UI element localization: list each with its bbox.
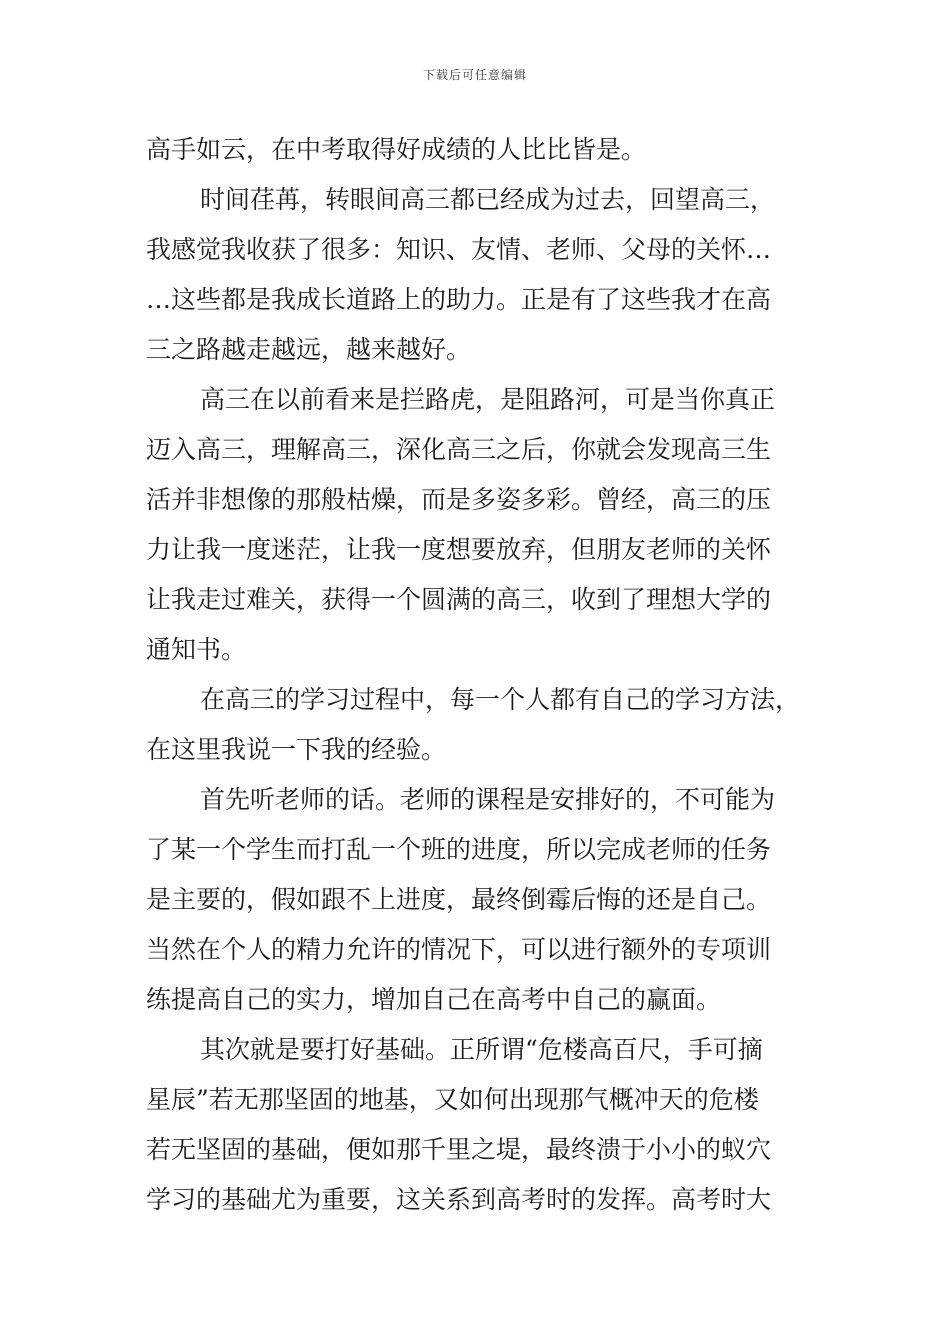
text-line: 星辰”若无那坚固的地基，又如何出现那气概冲天的危楼	[146, 1085, 759, 1114]
text-line: 是主要的，假如跟不上进度，最终倒霉后悔的还是自己。	[146, 885, 772, 914]
page-header: 下载后可任意编辑	[422, 68, 527, 82]
text-line: 在这里我说一下我的经验。	[146, 735, 447, 764]
text-line: 了某一个学生而打乱一个班的进度，所以完成老师的任务	[146, 835, 772, 864]
text-line: 通知书。	[146, 635, 247, 664]
text-line: 时间荏苒，转眼间高三都已经成为过去，回望高三，	[200, 185, 776, 214]
text-line: 练提高自己的实力，增加自己在高考中自己的赢面。	[146, 985, 722, 1014]
text-line: 当然在个人的精力允许的情况下，可以进行额外的专项训	[146, 935, 772, 964]
text-line: 活并非想像的那般枯燥，而是多姿多彩。曾经，高三的压	[146, 485, 772, 514]
text-line: 若无坚固的基础，便如那千里之堤，最终溃于小小的蚁穴	[146, 1135, 772, 1164]
text-line: 高三在以前看来是拦路虎，是阻路河，可是当你真正	[200, 385, 776, 414]
text-line: 力让我一度迷茫，让我一度想要放弃，但朋友老师的关怀	[146, 535, 772, 564]
text-line: 其次就是要打好基础。正所谓“危楼高百尺，手可摘	[200, 1035, 763, 1064]
text-line: 让我走过难关，获得一个圆满的高三，收到了理想大学的	[146, 585, 772, 614]
text-line: 学习的基础尤为重要，这关系到高考时的发挥。高考时大	[146, 1185, 772, 1214]
text-line: 迈入高三，理解高三，深化高三之后，你就会发现高三生	[146, 435, 772, 464]
text-line: …这些都是我成长道路上的助力。正是有了这些我才在高	[146, 285, 772, 314]
text-line: 我感觉我收获了很多：知识、友情、老师、父母的关怀…	[146, 235, 772, 264]
text-line: 首先听老师的话。老师的课程是安排好的，不可能为	[200, 785, 776, 814]
text-line: 高手如云，在中考取得好成绩的人比比皆是。	[146, 135, 647, 164]
text-line: 三之路越走越远，越来越好。	[146, 335, 472, 364]
text-line: 在高三的学习过程中，每一个人都有自己的学习方法，	[200, 685, 801, 714]
